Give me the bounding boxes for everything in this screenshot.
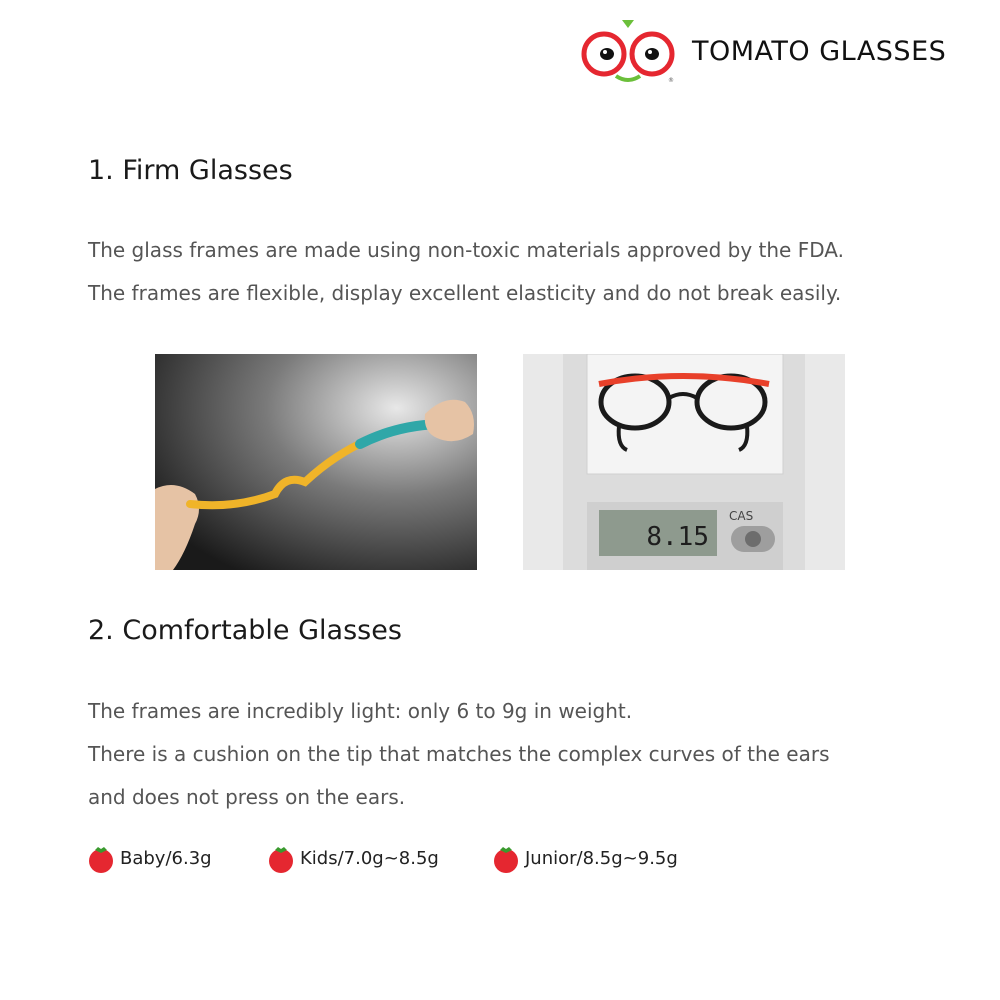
section1-line: The frames are flexible, display excellent elasticity and do not break easily. [88,281,842,305]
section2-line: The frames are incredibly light: only 6 to 9g in weight. [88,699,633,723]
tomato-icon [491,842,521,874]
section2-heading: 2. Comfortable Glasses [88,615,402,646]
section2-description [88,690,830,819]
weight-list [86,842,678,874]
weight-label: Junior/8.5g~9.5g [525,847,678,869]
section1-description [88,229,844,315]
section1-line: The glass frames are made using non-toxic materials approved by the FDA. [88,238,844,262]
tomato-icon [266,842,296,874]
scale-reading: 8.15 [646,522,709,552]
scale-photo [523,354,845,570]
tomato-glasses-logo-icon [580,18,676,84]
weight-label: Baby/6.3g [120,847,212,869]
weight-item-baby [86,842,266,874]
brand-name: TOMATO GLASSES [692,35,947,67]
weight-item-kids [266,842,491,874]
section2-line: and does not press on the ears. [88,785,406,809]
svg-text:®: ® [668,77,674,84]
section2-line: There is a cushion on the tip that matches the complex curves of the ears [88,742,830,766]
brand-header [580,18,946,84]
weight-label: Kids/7.0g~8.5g [300,847,439,869]
section1-heading: 1. Firm Glasses [88,155,293,186]
tomato-icon [86,842,116,874]
weight-item-junior [491,842,678,874]
scale-brand: CAS [729,509,754,523]
bending-frame-photo [155,354,477,570]
